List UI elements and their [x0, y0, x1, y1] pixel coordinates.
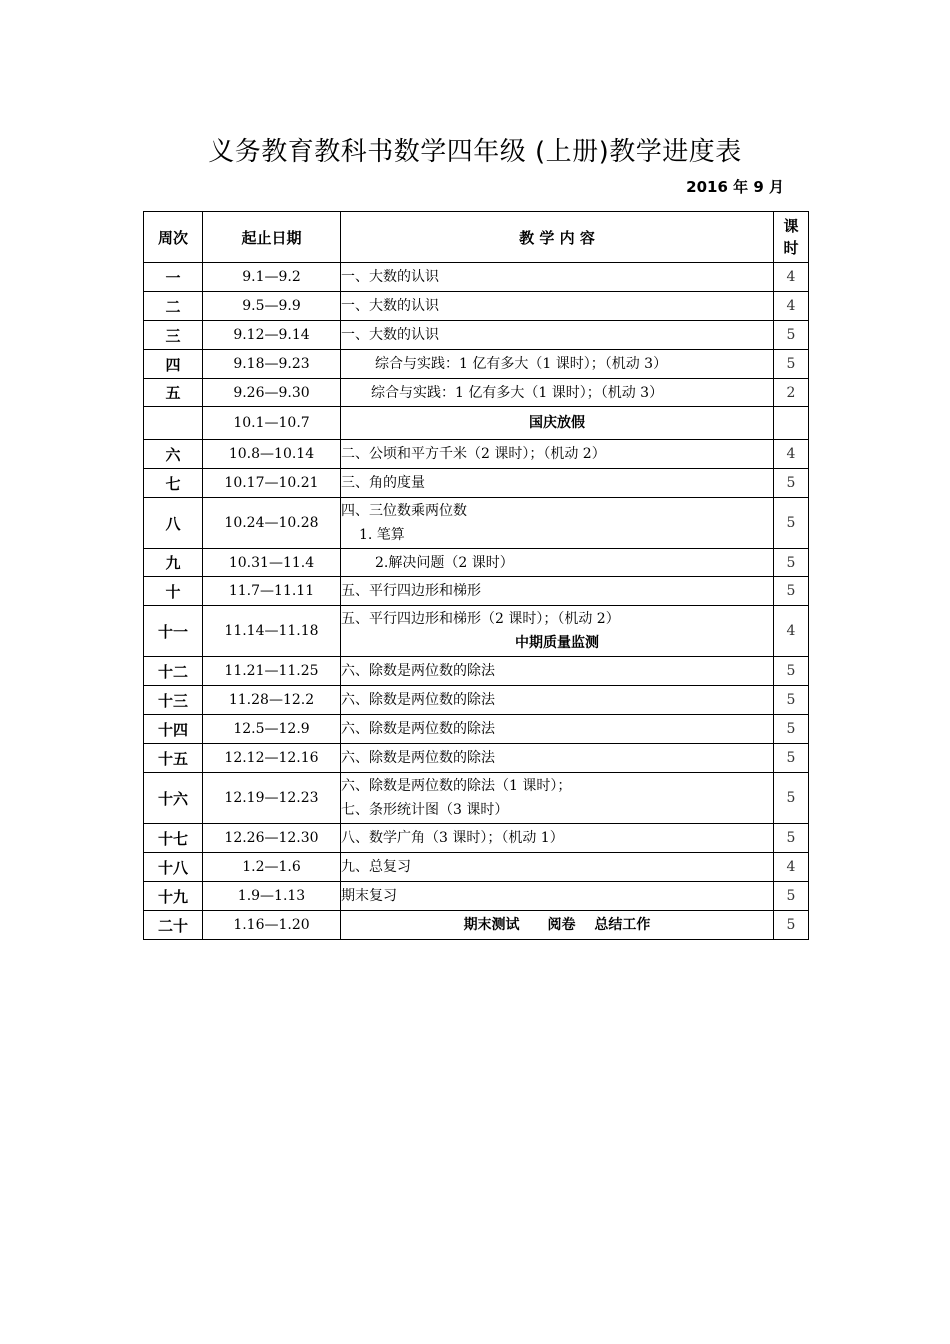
content-cell — [341, 549, 774, 577]
dates-cell: 10.31—11.4 — [203, 549, 341, 577]
dates-cell: 10.8—10.14 — [203, 440, 341, 469]
week-cell: 十四 — [144, 715, 203, 744]
hours-cell: 5 — [774, 715, 809, 744]
week-cell: 十八 — [144, 853, 203, 882]
dates-cell: 10.17—10.21 — [203, 469, 341, 498]
table-row — [144, 549, 809, 577]
week-cell — [144, 407, 203, 440]
content-line: 六、除数是两位数的除法 — [341, 692, 495, 708]
hours-cell: 2 — [774, 379, 809, 407]
table-row — [144, 321, 809, 350]
content-line: 2.解决问题（2 课时） — [375, 554, 514, 571]
final-exam-label: 期末测试 阅卷 总结工作 — [463, 917, 651, 933]
dates-cell: 12.5—12.9 — [203, 715, 341, 744]
week-cell: 三 — [144, 321, 203, 350]
content-line: 二、公顷和平方千米（2 课时）；（机动 2） — [341, 446, 606, 462]
table-row — [144, 498, 809, 549]
week-cell: 七 — [144, 469, 203, 498]
content-cell — [341, 407, 774, 440]
hours-cell: 4 — [774, 263, 809, 292]
content-line: 六、除数是两位数的除法 — [341, 750, 495, 766]
hours-cell: 4 — [774, 853, 809, 882]
content-cell — [341, 292, 774, 321]
week-cell: 十五 — [144, 744, 203, 773]
table-row — [144, 407, 809, 440]
hours-cell: 5 — [774, 577, 809, 606]
hours-cell: 5 — [774, 469, 809, 498]
content-cell — [341, 498, 774, 549]
week-cell: 二十 — [144, 911, 203, 940]
dates-cell: 11.21—11.25 — [203, 657, 341, 686]
content-cell — [341, 379, 774, 407]
content-line: 八、数学广角（3 课时）；（机动 1） — [341, 830, 564, 846]
week-cell: 二 — [144, 292, 203, 321]
content-cell — [341, 350, 774, 379]
week-cell: 六 — [144, 440, 203, 469]
dates-cell: 1.9—1.13 — [203, 882, 341, 911]
week-cell: 四 — [144, 350, 203, 379]
table-row — [144, 853, 809, 882]
header-row — [144, 212, 809, 263]
header-hours — [774, 212, 809, 263]
content-cell — [341, 321, 774, 350]
content-line: 五、平行四边形和梯形 — [341, 583, 481, 599]
content-cell — [341, 440, 774, 469]
hours-cell — [774, 407, 809, 440]
hours-cell: 5 — [774, 744, 809, 773]
dates-cell: 11.28—12.2 — [203, 686, 341, 715]
content-cell — [341, 882, 774, 911]
content-cell — [341, 263, 774, 292]
content-line: 1. 笔算 — [359, 527, 405, 543]
dates-cell: 10.24—10.28 — [203, 498, 341, 549]
dates-cell: 12.26—12.30 — [203, 824, 341, 853]
dates-cell: 9.12—9.14 — [203, 321, 341, 350]
content-cell — [341, 911, 774, 940]
table-row — [144, 440, 809, 469]
hours-cell: 5 — [774, 498, 809, 549]
content-line: 五、平行四边形和梯形（2 课时）；（机动 2） — [341, 611, 620, 627]
dates-cell: 12.19—12.23 — [203, 773, 341, 824]
header-hours-line1: 课 — [783, 217, 799, 235]
hours-cell: 5 — [774, 549, 809, 577]
content-line: 七、条形统计图（3 课时） — [341, 802, 509, 818]
week-cell: 十一 — [144, 606, 203, 657]
content-line: 期末复习 — [341, 888, 397, 904]
content-line: 综合与实践：1 亿有多大（1 课时）；（机动 3） — [375, 356, 668, 372]
content-cell — [341, 715, 774, 744]
dates-cell: 9.1—9.2 — [203, 263, 341, 292]
content-cell — [341, 853, 774, 882]
header-week: 周次 — [144, 212, 203, 263]
table-row — [144, 657, 809, 686]
table-row — [144, 350, 809, 379]
schedule-table — [143, 211, 809, 940]
hours-cell: 4 — [774, 292, 809, 321]
content-cell — [341, 824, 774, 853]
hours-cell: 4 — [774, 440, 809, 469]
week-cell: 十七 — [144, 824, 203, 853]
content-line: 一、大数的认识 — [341, 327, 439, 343]
hours-cell: 5 — [774, 824, 809, 853]
dates-cell: 11.14—11.18 — [203, 606, 341, 657]
header-content: 教 学 内 容 — [341, 212, 774, 263]
dates-cell: 12.12—12.16 — [203, 744, 341, 773]
hours-cell: 5 — [774, 657, 809, 686]
table-row — [144, 469, 809, 498]
table-row — [144, 911, 809, 940]
week-cell: 九 — [144, 549, 203, 577]
table-row — [144, 379, 809, 407]
content-cell — [341, 686, 774, 715]
hours-cell: 5 — [774, 911, 809, 940]
content-line: 九、总复习 — [341, 859, 411, 875]
content-cell — [341, 657, 774, 686]
content-line: 一、大数的认识 — [341, 269, 439, 285]
week-cell: 五 — [144, 379, 203, 407]
hours-cell: 5 — [774, 321, 809, 350]
dates-cell: 1.2—1.6 — [203, 853, 341, 882]
midterm-label: 中期质量监测 — [515, 635, 599, 651]
week-cell: 十九 — [144, 882, 203, 911]
holiday-label: 国庆放假 — [529, 415, 585, 431]
content-cell — [341, 773, 774, 824]
content-cell — [341, 469, 774, 498]
table-row — [144, 686, 809, 715]
dates-cell: 10.1—10.7 — [203, 407, 341, 440]
table-row — [144, 744, 809, 773]
header-dates: 起止日期 — [203, 212, 341, 263]
table-row — [144, 824, 809, 853]
table-row — [144, 715, 809, 744]
table-row — [144, 263, 809, 292]
page-title: 义务教育教科书数学四年级 (上册)教学进度表 — [208, 137, 742, 167]
content-line: 六、除数是两位数的除法 — [341, 721, 495, 737]
week-cell: 八 — [144, 498, 203, 549]
hours-cell: 5 — [774, 773, 809, 824]
hours-cell: 5 — [774, 686, 809, 715]
week-cell: 十 — [144, 577, 203, 606]
week-cell: 十二 — [144, 657, 203, 686]
hours-cell: 4 — [774, 606, 809, 657]
table-row — [144, 577, 809, 606]
week-cell: 一 — [144, 263, 203, 292]
dates-cell: 1.16—1.20 — [203, 911, 341, 940]
week-cell: 十六 — [144, 773, 203, 824]
dates-cell: 9.18—9.23 — [203, 350, 341, 379]
table-row — [144, 882, 809, 911]
dates-cell: 9.26—9.30 — [203, 379, 341, 407]
content-line: 四、三位数乘两位数 — [341, 503, 467, 519]
content-cell — [341, 744, 774, 773]
content-cell — [341, 606, 774, 657]
table-row — [144, 773, 809, 824]
content-cell — [341, 577, 774, 606]
hours-cell: 5 — [774, 882, 809, 911]
content-line: 六、除数是两位数的除法 — [341, 663, 495, 679]
content-line: 三、角的度量 — [341, 475, 425, 491]
content-line: 一、大数的认识 — [341, 298, 439, 314]
header-hours-line2: 时 — [783, 239, 799, 257]
table-row — [144, 292, 809, 321]
hours-cell: 5 — [774, 350, 809, 379]
dates-cell: 9.5—9.9 — [203, 292, 341, 321]
week-cell: 十三 — [144, 686, 203, 715]
document-date: 2016 年 9 月 — [686, 178, 784, 196]
content-line: 六、除数是两位数的除法（1 课时）； — [341, 778, 572, 794]
content-line: 综合与实践：1 亿有多大（1 课时）；（机动 3） — [371, 384, 664, 401]
dates-cell: 11.7—11.11 — [203, 577, 341, 606]
table-row — [144, 606, 809, 657]
